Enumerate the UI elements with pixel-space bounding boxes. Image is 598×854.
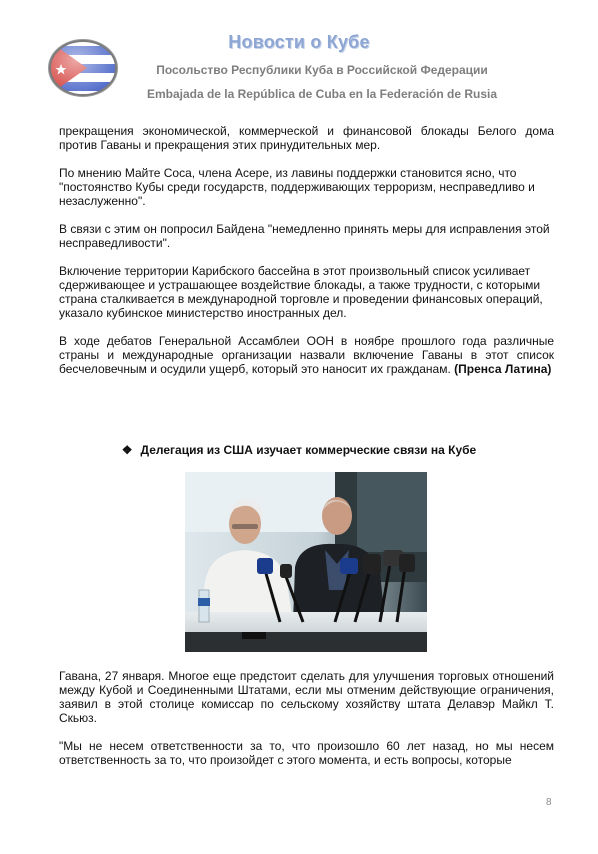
embassy-name-ru: Посольство Республики Куба в Российской Федерации — [156, 63, 488, 77]
paragraph: В связи с этим он попросил Байдена "немедленно принять меры для исправления этой несправедливости". — [59, 222, 550, 250]
embassy-name-es: Embajada de la República de Cuba en la Federación de Rusia — [146, 87, 498, 101]
paragraph — [59, 334, 554, 376]
paragraph: прекращения экономической, коммерческой и финансовой блокады Белого дома против Гаваны и прекращения этих принудительных мер. — [59, 124, 554, 152]
paragraph: Включение территории Карибского бассейна в этот произвольный список усиливает сдерживающее и устрашающее воздействие блокады, а также трудности, с которыми страна сталкивается в международной торговле и проведении финансовых операций, указало кубинское министерство иностранных дел. — [59, 264, 543, 320]
paragraph: Гавана, 27 января. Многое еще предстоит сделать для улучшения торговых отношений между Кубой и Соединенными Штатами, если мы отменим действующие ограничения, заявил в этой столице комиссар по сельскому хозяйству штата Делавэр Майкл Т. Скьюз. — [59, 669, 554, 725]
article2-body — [59, 669, 554, 767]
paragraph: По мнению Майте Соса, члена Асере, из лавины поддержки становится ясно, что "постоянство Кубы среди государств, поддерживающих терроризм, несправедливо и незаслуженно". — [59, 166, 535, 208]
article-heading — [0, 443, 598, 457]
paragraph: "Мы не несем ответственности за то, что произошло 60 лет назад, но мы несем ответственность за то, что произойдет с этого момента, и есть вопросы, которые — [59, 739, 554, 767]
article-title: Делегация из США изучает коммерческие связи на Кубе — [140, 443, 477, 457]
newsletter-title: Новости о Кубе — [228, 32, 370, 52]
page-header — [0, 0, 598, 112]
news-source: (Пренса Латина) — [454, 362, 552, 376]
press-conference-photo — [185, 472, 427, 652]
page-number: 8 — [546, 797, 552, 808]
diamond-bullet-icon: ❖ — [121, 443, 133, 457]
article1-body — [59, 124, 554, 376]
paragraph-text: В ходе дебатов Генеральной Ассамблеи ООН в ноябре прошлого года различные страны и международные организации назвали включение Гаваны в этот список бесчеловечным и осудили ущерб, который это наносит их гражданам. — [59, 334, 554, 376]
